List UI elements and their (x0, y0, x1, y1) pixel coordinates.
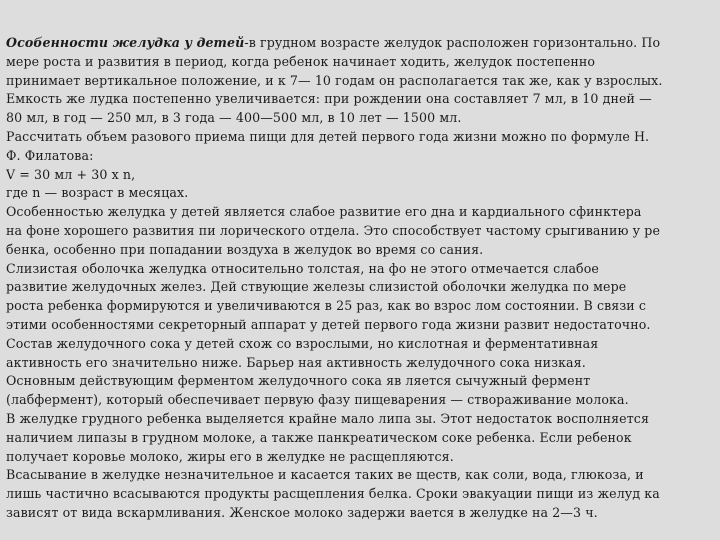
text-line: где n — возраст в месяцах. (6, 185, 189, 201)
text-line: Состав желудочного сока у детей схож со взрослыми, но кислотная и ферментативная (6, 335, 599, 351)
text-line: Основным действующим ферментом желудочного сока яв ляется сычужный фермент (6, 373, 591, 389)
text-line: Слизистая оболочка желудка относительно толстая, на фо не этого отмечается слабое (6, 260, 599, 276)
text-line: принимает вертикальное положение, и к 7— 10 годам он располагается так же, как у взрослых. (6, 72, 663, 88)
text-line: Рассчитать объем разового приема пищи для детей первого года жизни можно по формуле Н. (6, 128, 650, 144)
document-heading: Особенности желудка у детей (6, 35, 245, 50)
text-line: лишь частично всасываются продукты расщепления белка. Сроки эвакуации пищи из желуд ка (6, 486, 660, 502)
text-line: Емкость же лудка постепенно увеличивается: при рождении она составляет 7 мл, в 10 дней — (6, 91, 652, 107)
text-line: получает коровье молоко, жиры его в желудке не расщепляются. (6, 448, 454, 464)
text-line: этими особенностями секреторный аппарат у детей первого года жизни развит недостаточно. (6, 316, 651, 332)
text-line: -в грудном возрасте желудок расположен горизонтально. По (244, 35, 661, 50)
text-line: бенка, особенно при попадании воздуха в желудок во время со сания. (6, 241, 484, 257)
text-line: активность его значительно ниже. Барьер ная активность желудочного сока низкая. (6, 354, 586, 370)
text-line: (лабфермент), который обеспечивает первую фазу пищеварения — створаживание молока. (6, 392, 629, 408)
first-line (6, 34, 716, 53)
text-line: роста ребенка формируются и увеличиваются в 25 раз, как во взрос лом состоянии. В связи с (6, 298, 647, 314)
formula-line: V = 30 мл + 30 х n, (6, 166, 136, 182)
text-line: на фоне хорошего развития пи лорического отдела. Это способствует частому срыгиванию у ре (6, 222, 661, 238)
text-line: мере роста и развития в период, когда ребенок начинает ходить, желудок постепенно (6, 53, 596, 69)
text-line: Всасывание в желудке незначительное и касается таких ве ществ, как соли, вода, глюкоза, и (6, 467, 644, 483)
text-line: Ф. Филатова: (6, 147, 94, 163)
text-line: развитие желудочных желез. Дей ствующие железы слизистой оболочки желудка по мере (6, 279, 627, 295)
text-line: 80 мл, в год — 250 мл, в 3 года — 400—500 мл, в 10 лет — 1500 мл. (6, 110, 462, 126)
text-line: зависят от вида вскармливания. Женское молоко задержи вается в желудке на 2—3 ч. (6, 504, 598, 520)
text-line: Особенностью желудка у детей является слабое развитие его дна и кардиального сфинктера (6, 204, 642, 220)
text-line: В желудке грудного ребенка выделяется крайне мало липа зы. Этот недостаток восполняется (6, 410, 650, 426)
document-body (6, 34, 716, 523)
text-line: наличием липазы в грудном молоке, а также панкреатическом соке ребенка. Если ребенок (6, 429, 632, 445)
